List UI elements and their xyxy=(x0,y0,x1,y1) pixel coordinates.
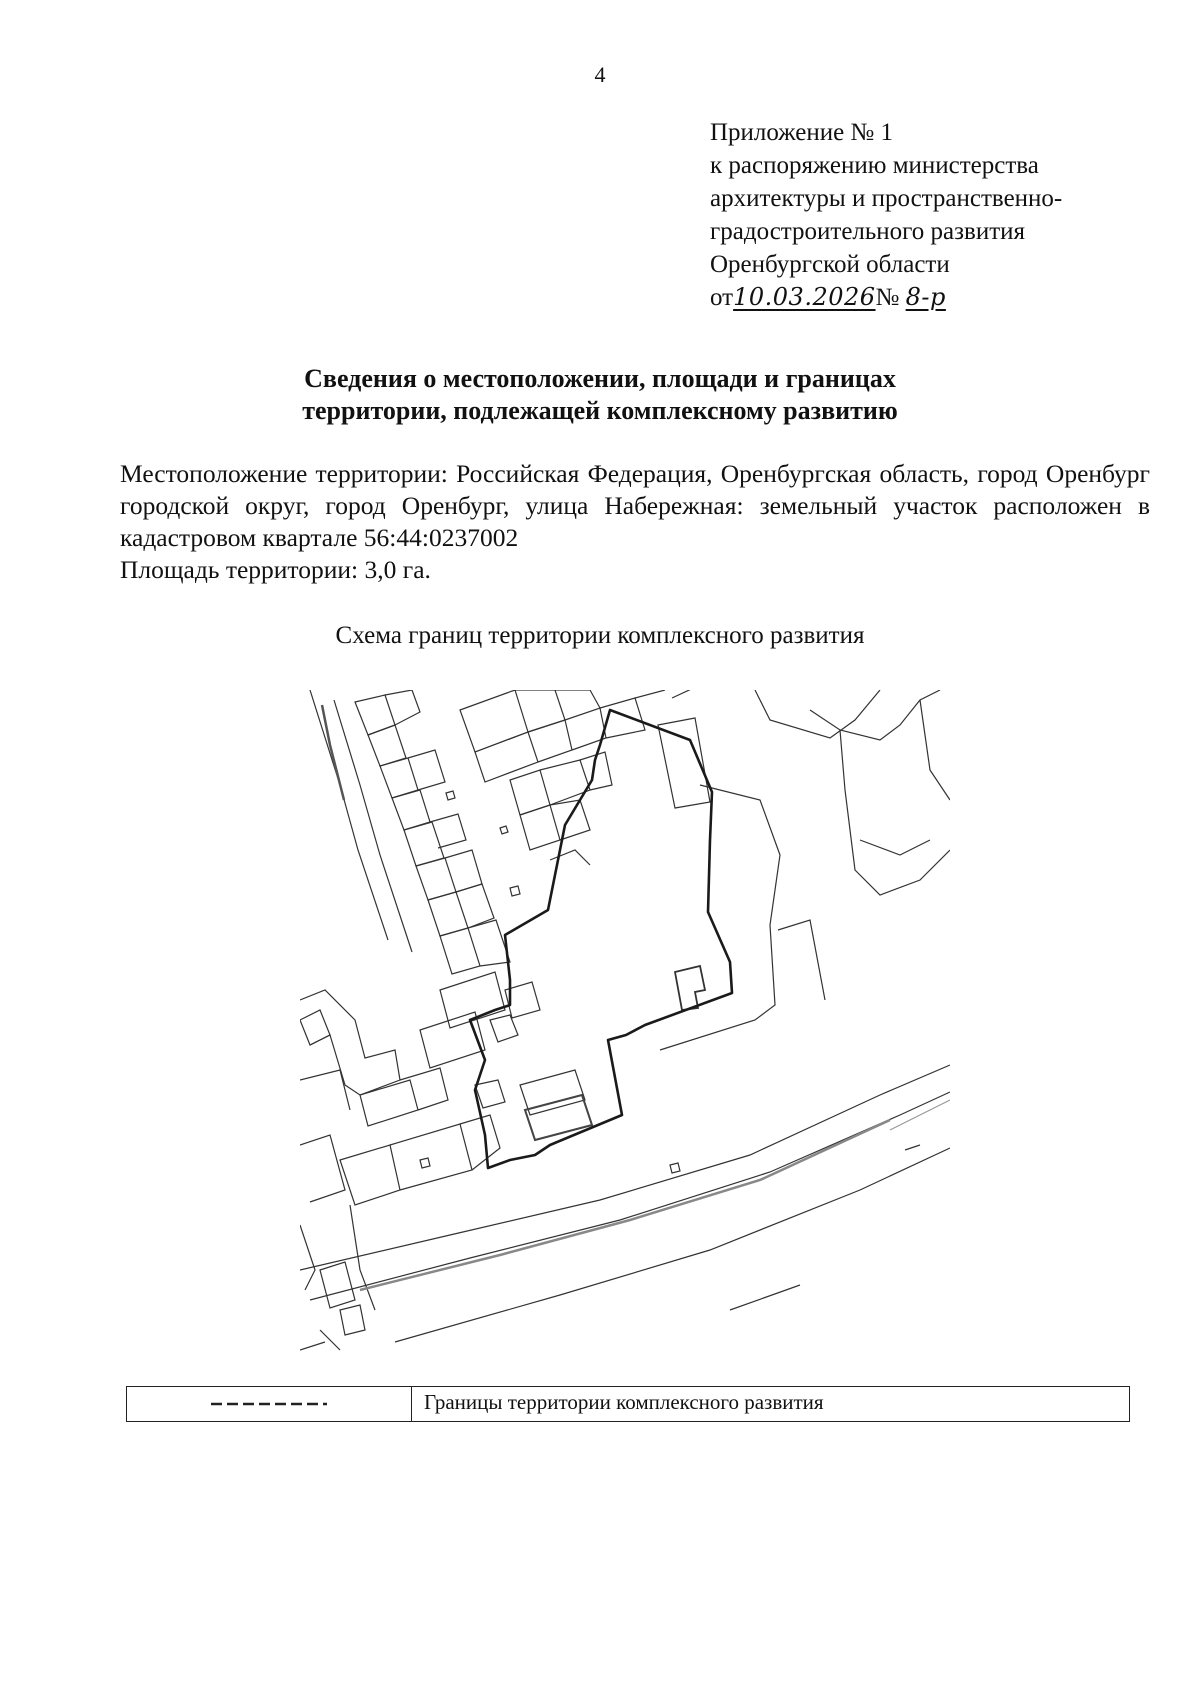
map-buildings xyxy=(300,690,950,1350)
appendix-line: Приложение № 1 xyxy=(710,119,894,146)
legend-label: Границы территории комплексного развития xyxy=(424,1390,824,1414)
appendix-date-line xyxy=(710,281,1062,314)
legend-symbol xyxy=(127,1387,412,1421)
location-paragraph: Местоположение территории: Российская Федерация, Оренбургская область, город Оренбург городской округ, город Оренбург, улица Набережная: земельный участок расположен в кадастровом квартале 56:44:0237002 xyxy=(120,459,1150,552)
heading-line: территории, подлежащей комплексному развитию xyxy=(302,396,898,425)
dashed-line-icon xyxy=(209,1399,329,1409)
handwritten-date: 10.03.2026 xyxy=(733,283,876,311)
schema-title: Схема границ территории комплексного развития xyxy=(335,622,865,649)
appendix-line: Оренбургской области xyxy=(710,251,950,278)
appendix-line: к распоряжению министерства xyxy=(710,152,1039,179)
appendix-line: градостроительного развития xyxy=(710,218,1026,245)
number-prefix: № xyxy=(875,284,900,311)
document-heading xyxy=(0,363,1200,427)
handwritten-number: 8-р xyxy=(905,283,946,311)
date-prefix: от xyxy=(710,284,734,311)
heading-line: Сведения о местоположении, площади и границах xyxy=(304,364,896,393)
appendix-block xyxy=(710,116,1062,314)
page-number: 4 xyxy=(594,62,606,87)
appendix-line: архитектуры и пространственно- xyxy=(710,185,1063,212)
boundary-map xyxy=(300,690,950,1360)
document-body xyxy=(120,458,1150,586)
area-paragraph: Площадь территории: 3,0 га. xyxy=(120,555,431,584)
legend-table xyxy=(126,1386,1130,1422)
territory-boundary xyxy=(470,710,732,1168)
